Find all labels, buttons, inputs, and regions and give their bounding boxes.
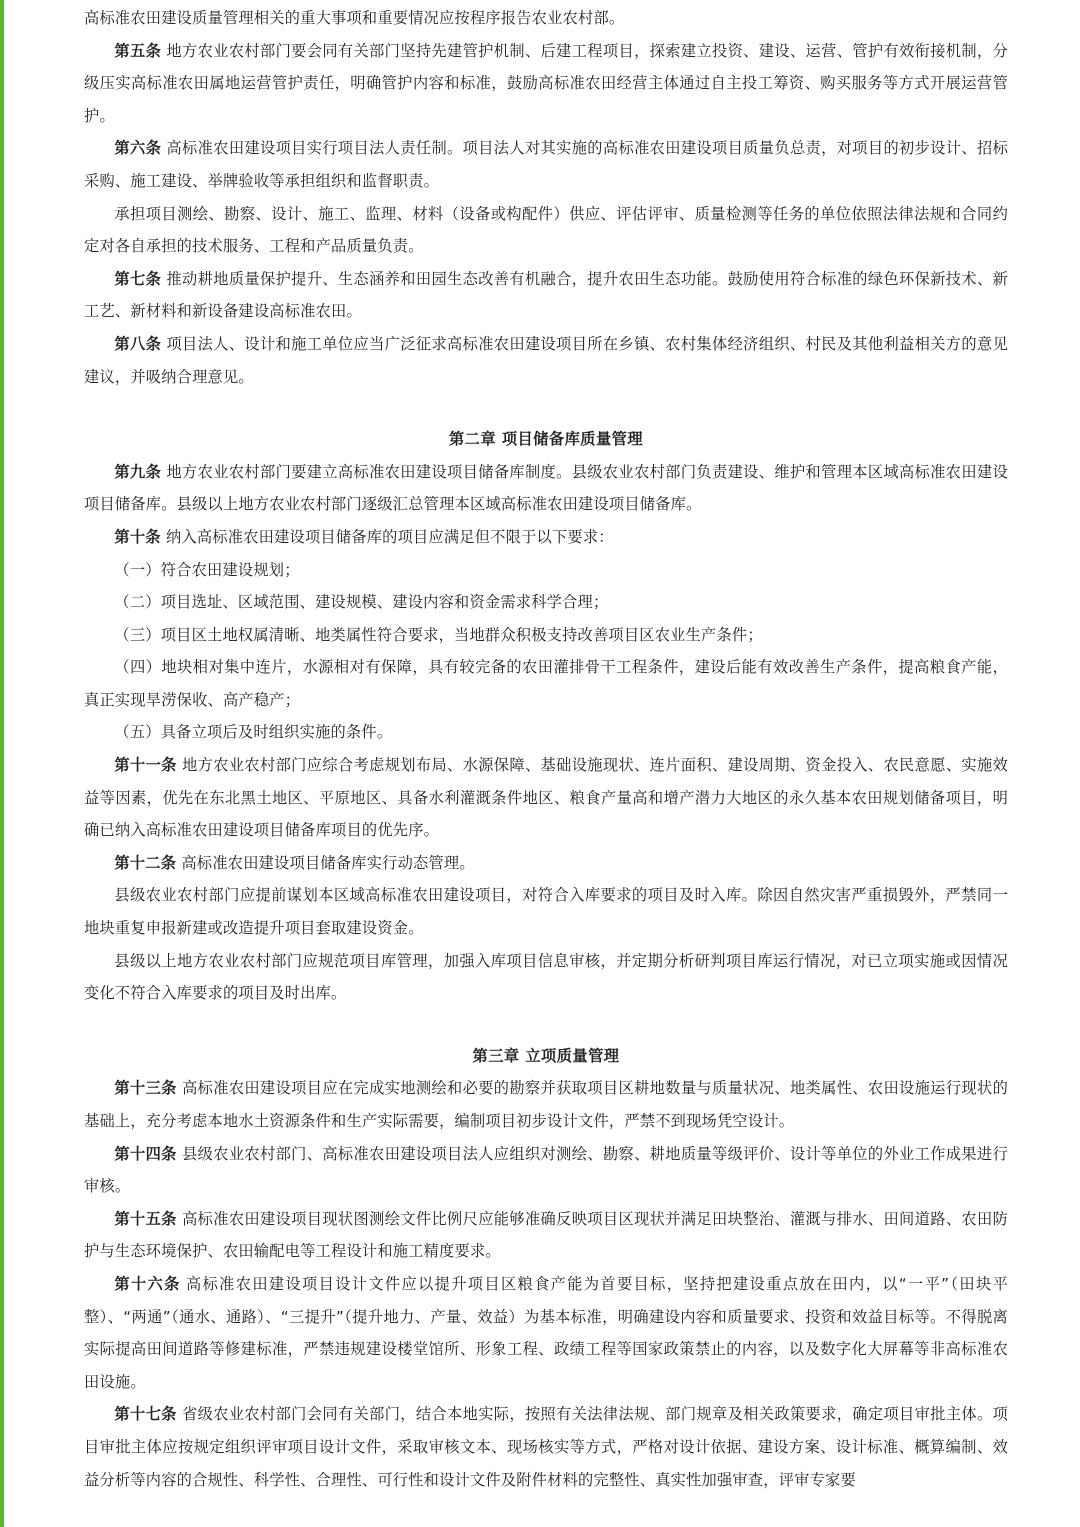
article-label: 第六条 — [114, 139, 162, 158]
article-label: 第九条 — [114, 462, 162, 481]
article-label: 第十七条 — [114, 1405, 177, 1424]
article-label: 第五条 — [114, 41, 162, 60]
list-item: （一）符合农田建设规划； — [114, 560, 300, 579]
article-label: 第十条 — [114, 527, 161, 546]
paragraph: 县级农业农村部门应提前谋划本区域高标准农田建设项目，对符合入库要求的项目及时入库。除因自然灾害严重损毁外，严禁同一地块重复申报新建或改造提升项目套取建设资金。 — [84, 886, 1008, 938]
article-5: 第五条 地方农业农村部门要会同有关部门坚持先建管护机制、后建工程项目，探索建立投资、建设、运营、管护有效衔接机制，分级压实高标准农田属地运营管护责任，明确管护内容和标准，鼓励高标准农田经营主体通过自主投工筹资、购买服务等方式开展运营管护。 — [84, 41, 1009, 125]
article-17: 第十七条 省级农业农村部门会同有关部门，结合本地实际，按照有关法律法规、部门规章及相关政策要求，确定项目审批主体。项目审批主体应按规定组织评审项目设计文件，采取审核文本、现场核实等方式，严格对设计依据、建设方案、设计标准、概算编制、效益分析等内容的合规性、科学性、合理性、可行性和设计文件及附件材料的完整性、真实性加强审查，评审专家要 — [84, 1405, 1009, 1489]
chapter-3-body — [84, 1072, 1008, 1496]
article-label: 第八条 — [114, 334, 162, 353]
section-before-chapter2 — [84, 2, 1008, 393]
article-label: 第十二条 — [114, 853, 177, 872]
article-13: 第十三条 高标准农田建设项目应在完成实地测绘和必要的勘察并获取项目区耕地数量与质量状况、地类属性、农田设施运行现状的基础上，充分考虑本地水土资源条件和生产实际需要，编制项目初步设计文件，严禁不到现场凭空设计。 — [84, 1079, 1009, 1130]
article-15: 第十五条 高标准农田建设项目现状图测绘文件比例尺应能够准确反映项目区现状并满足田块整治、灌溉与排水、田间道路、农田防护与生态环境保护、农田输配电等工程设计和施工精度要求。 — [84, 1209, 1009, 1261]
list-item: （二）项目选址、区域范围、建设规模、建设内容和资金需求科学合理； — [114, 593, 609, 612]
article-16: 第十六条 高标准农田建设项目设计文件应以提升项目区粮食产能为首要目标，坚持把建设重点放在田内，以“一平”（田块平整）、“两通”（通水、通路）、“三提升”（提升地力、产量、效益）为基本标准，明确建设内容和质量要求、投资和效益目标等。不得脱离实际提高田间道路等修建标准，严禁违规建设楼堂馆所、形象工程、政绩工程等国家政策禁止的内容，以及数字化大屏幕等非高标准农田设施。 — [84, 1274, 1009, 1391]
list-item: （三）项目区土地权属清晰、地类属性符合要求，当地群众积极支持改善项目区农业生产条件； — [114, 625, 763, 644]
article-6: 第六条 高标准农田建设项目实行项目法人责任制。项目法人对其实施的高标准农田建设项目质量负总责，对项目的初步设计、招标采购、施工建设、举牌验收等承担组织和监督职责。 — [84, 139, 1009, 190]
paragraph: 县级以上地方农业农村部门应规范项目库管理，加强入库项目信息审核，并定期分析研判项目库运行情况，对已立项实施或因情况变化不符合入库要求的项目及时出库。 — [84, 951, 1008, 1003]
chapter-3-title: 第三章 立项质量管理 — [472, 1046, 620, 1065]
list-item: （五）具备立项后及时组织实施的条件。 — [114, 723, 393, 742]
article-7: 第七条 推动耕地质量保护提升、生态涵养和田园生态改善有机融合，提升农田生态功能。鼓励使用符合标准的绿色环保新技术、新工艺、新材料和新设备建设高标准农田。 — [84, 269, 1009, 321]
article-label: 第七条 — [114, 269, 162, 288]
paragraph: 承担项目测绘、勘察、设计、施工、监理、材料（设备或构配件）供应、评估评审、质量检测等任务的单位依照法律法规和合同约定对各自承担的技术服务、工程和产品质量负责。 — [84, 204, 1008, 256]
article-9: 第九条 地方农业农村部门要建立高标准农田建设项目储备库制度。县级农业农村部门负责建设、维护和管理本区域高标准农田建设项目储备库。县级以上地方农业农村部门逐级汇总管理本区域高标准农田建设项目储备库。 — [84, 462, 1009, 514]
paragraph: 高标准农田建设质量管理相关的重大事项和重要情况应按程序报告农业农村部。 — [84, 9, 625, 27]
article-label: 第十四条 — [114, 1144, 177, 1163]
article-14: 第十四条 县级农业农村部门、高标准农田建设项目法人应组织对测绘、勘察、耕地质量等级评价、设计等单位的外业工作成果进行审核。 — [84, 1144, 1009, 1196]
chapter-2-title: 第二章 项目储备库质量管理 — [448, 430, 644, 449]
article-8: 第八条 项目法人、设计和施工单位应当广泛征求高标准农田建设项目所在乡镇、农村集体经济组织、村民及其他利益相关方的意见建议，并吸纳合理意见。 — [84, 334, 1009, 386]
article-label: 第十六条 — [114, 1274, 181, 1293]
list-item: （四）地块相对集中连片，水源相对有保障，具有较完备的农田灌排骨干工程条件，建设后能有效改善生产条件，提高粮食产能，真正实现旱涝保收、高产稳产； — [84, 658, 1008, 709]
article-label: 第十一条 — [114, 756, 177, 775]
left-accent-bar — [0, 0, 4, 1527]
article-label: 第十五条 — [114, 1209, 177, 1228]
article-label: 第十三条 — [114, 1079, 177, 1098]
article-11: 第十一条 地方农业农村部门应综合考虑规划布局、水源保障、基础设施现状、连片面积、建设周期、资金投入、农民意愿、实施效益等因素，优先在东北黑土地区、平原地区、具备水利灌溉条件地区、粮食产量高和增产潜力大地区的永久基本农田规划储备项目，明确已纳入高标准农田建设项目储备库项目的优先序。 — [84, 756, 1009, 840]
article-10: 第十条 纳入高标准农田建设项目储备库的项目应满足但不限于以下要求： — [114, 527, 614, 546]
document-body — [84, 2, 1008, 1496]
article-12: 第十二条 高标准农田建设项目储备库实行动态管理。 — [114, 853, 475, 872]
chapter-2-body — [84, 456, 1008, 1010]
